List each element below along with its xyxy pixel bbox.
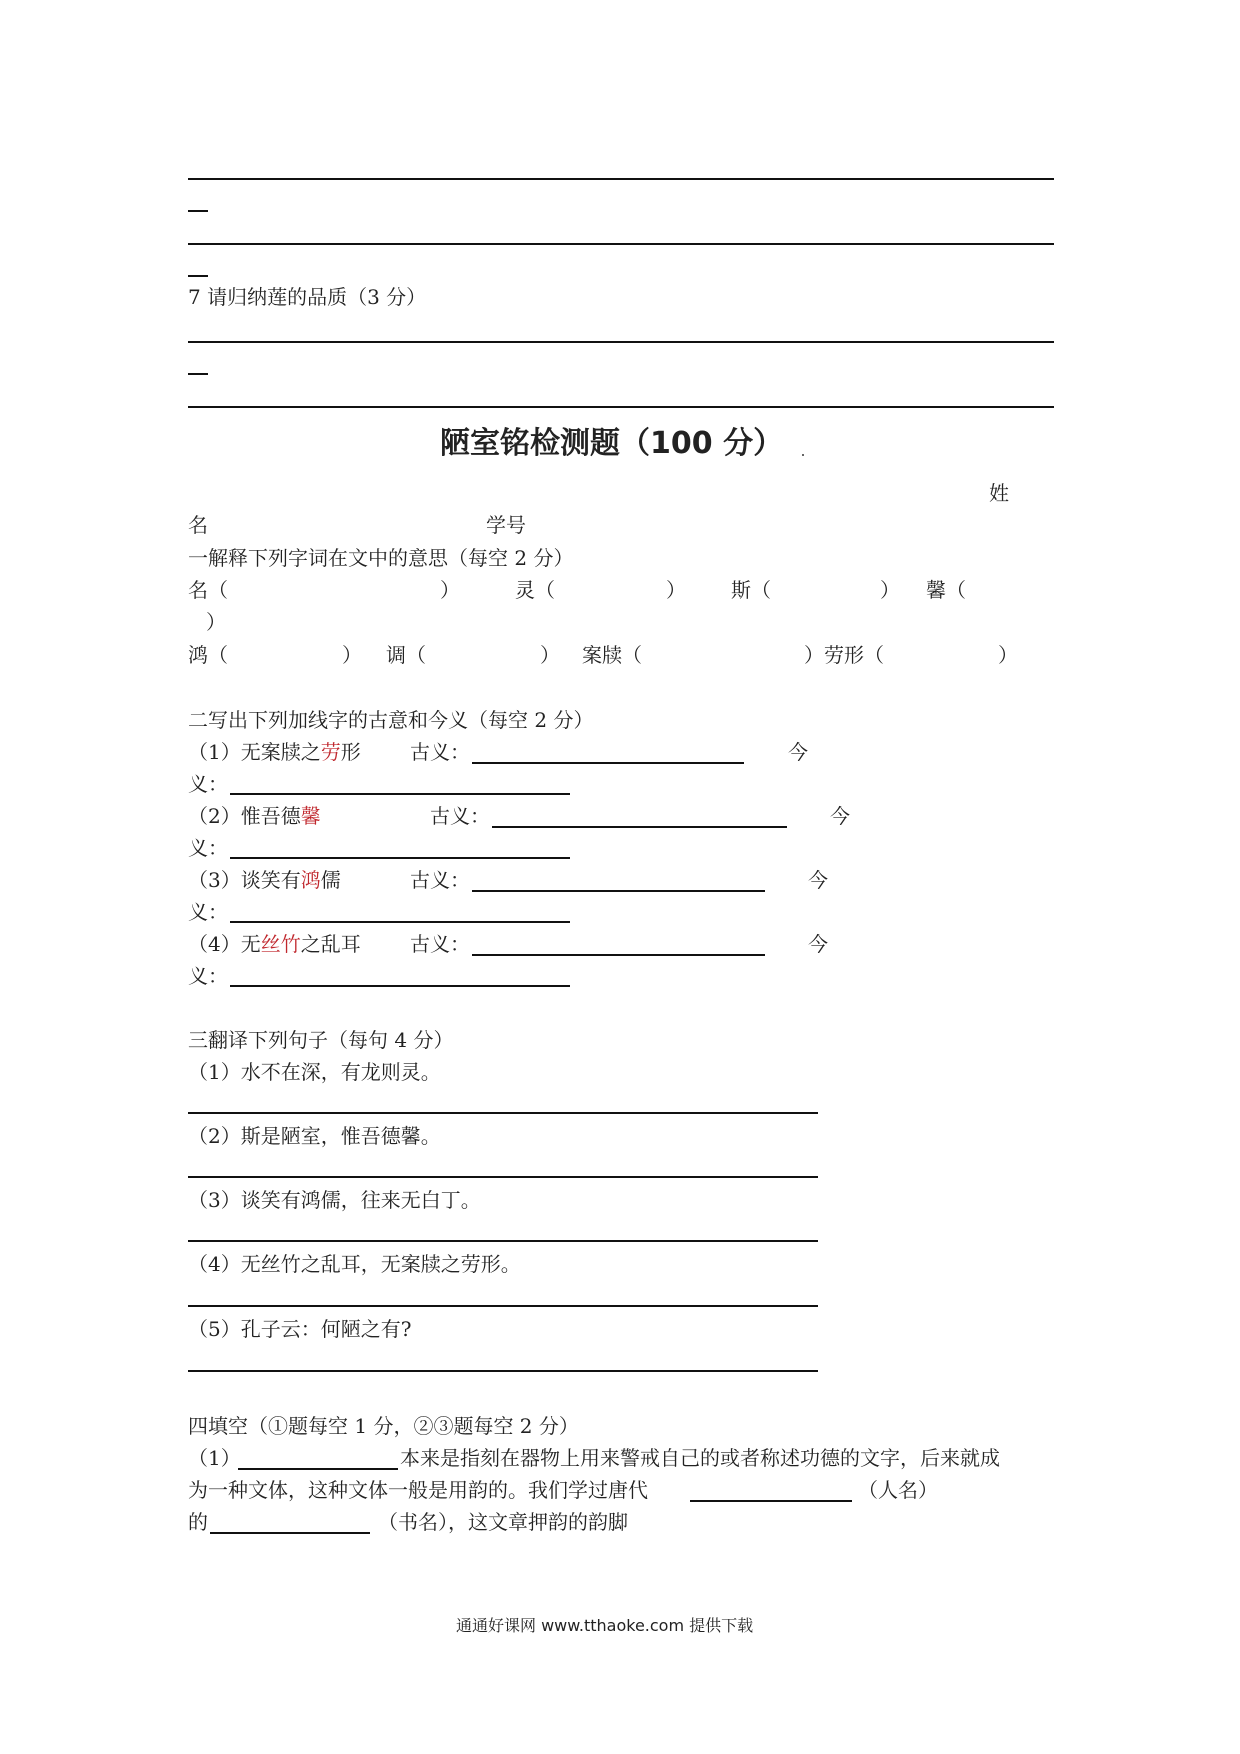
s1-row2-item: 鸿（ xyxy=(188,643,228,667)
s2-item-suffix: 形 xyxy=(340,740,361,764)
s2-item-highlight: 丝竹 xyxy=(260,932,301,956)
s1-row1-item: ） xyxy=(880,578,900,602)
modern-label: 义： xyxy=(188,900,228,924)
s1-row1-item: 名（ xyxy=(188,578,228,602)
translate-sentence: （4）无丝竹之乱耳，无案牍之劳形。 xyxy=(188,1252,521,1276)
modern-blank[interactable] xyxy=(230,793,570,795)
s1-row1-item: ） xyxy=(666,578,686,602)
s2-item-suffix: 儒 xyxy=(320,868,341,892)
modern-blank[interactable] xyxy=(230,857,570,859)
modern-label: 义： xyxy=(188,772,228,796)
s1-row2-item: 调（ xyxy=(386,643,426,667)
fill-line3-suffix: （书名），这文章押韵的韵脚 xyxy=(378,1510,628,1534)
s1-row2-item: ）劳形（ xyxy=(804,643,884,667)
fill-line1-suffix: 本来是指刻在器物上用来警戒自己的或者称述功德的文字，后来就成 xyxy=(400,1446,1000,1470)
ancient-label: 古义： xyxy=(410,932,470,956)
s2-item xyxy=(188,870,341,890)
section1-header: 一解释下列字词在文中的意思（每空 2 分） xyxy=(188,546,574,570)
s1-row2-item: 案牍（ xyxy=(582,643,642,667)
section3-header: 三翻译下列句子（每句 4 分） xyxy=(188,1028,454,1052)
modern-label: 义： xyxy=(188,964,228,988)
translate-answer-line[interactable] xyxy=(188,1112,818,1114)
translate-sentence: （5）孔子云：何陋之有? xyxy=(188,1317,412,1341)
page-title: 陋室铭检测题（100 分） xyxy=(440,426,784,461)
s2-item-highlight: 鸿 xyxy=(300,868,321,892)
modern-label: 今 xyxy=(788,740,808,764)
translate-answer-line[interactable] xyxy=(188,1176,818,1178)
ancient-label: 古义： xyxy=(410,868,470,892)
s1-row2-item: ） xyxy=(342,643,362,667)
ancient-blank[interactable] xyxy=(472,954,765,956)
s1-row1-item: 馨（ xyxy=(926,578,966,602)
section2-header: 二写出下列加线字的古意和今义（每空 2 分） xyxy=(188,708,594,732)
modern-blank[interactable] xyxy=(230,921,570,923)
fill-line1-prefix: （1） xyxy=(188,1446,241,1470)
s1-row2-item: ） xyxy=(998,643,1018,667)
s2-item-suffix: 之乱耳 xyxy=(300,932,361,956)
s1-row1-wrap: ） xyxy=(206,610,226,634)
section4-header: 四填空（①题每空 1 分，②③题每空 2 分） xyxy=(188,1414,579,1438)
page-footer: 通通好课网 www.tthaoke.com 提供下载 xyxy=(456,1616,754,1635)
s1-row1-item: 灵（ xyxy=(515,578,555,602)
s2-item xyxy=(188,742,361,762)
name-label-part2: 名 xyxy=(188,513,208,537)
ancient-blank[interactable] xyxy=(472,890,765,892)
s2-item-highlight: 馨 xyxy=(300,804,321,828)
s2-item xyxy=(188,806,321,826)
s1-row2-item: ） xyxy=(540,643,560,667)
answer-line-dash xyxy=(188,275,208,277)
modern-label: 义： xyxy=(188,836,228,860)
fill-blank[interactable] xyxy=(238,1468,398,1470)
s2-item-prefix: （1）无案牍之 xyxy=(188,740,321,764)
translate-answer-line[interactable] xyxy=(188,1305,818,1307)
question-7-label: 7 请归纳莲的品质（3 分） xyxy=(188,285,427,309)
s1-row1-item: 斯（ xyxy=(731,578,771,602)
modern-label: 今 xyxy=(808,868,828,892)
fill-line2-prefix: 为一种文体，这种文体一般是用韵的。我们学过唐代 xyxy=(188,1478,648,1502)
answer-line xyxy=(188,341,1054,343)
fill-blank[interactable] xyxy=(210,1532,370,1534)
translate-sentence: （3）谈笑有鸿儒，往来无白丁。 xyxy=(188,1188,481,1212)
answer-line-dash xyxy=(188,210,208,212)
translate-answer-line[interactable] xyxy=(188,1240,818,1242)
translate-sentence: （1）水不在深，有龙则灵。 xyxy=(188,1060,441,1084)
modern-label: 今 xyxy=(830,804,850,828)
s1-row1-item: ） xyxy=(440,578,460,602)
s2-item xyxy=(188,934,361,954)
answer-line xyxy=(188,178,1054,180)
translate-answer-line[interactable] xyxy=(188,1370,818,1372)
student-id-label: 学号 xyxy=(486,513,526,537)
ancient-blank[interactable] xyxy=(472,762,744,764)
s2-item-prefix: （4）无 xyxy=(188,932,261,956)
ancient-label: 古义： xyxy=(410,740,470,764)
answer-line xyxy=(188,243,1054,245)
s2-item-highlight: 劳 xyxy=(320,740,341,764)
answer-line-dash xyxy=(188,373,208,375)
fill-line2-suffix: （人名） xyxy=(858,1478,938,1502)
s2-item-prefix: （3）谈笑有 xyxy=(188,868,301,892)
ancient-label: 古义： xyxy=(430,804,490,828)
ancient-blank[interactable] xyxy=(492,826,787,828)
modern-blank[interactable] xyxy=(230,985,570,987)
answer-line xyxy=(188,406,1054,408)
stray-dot xyxy=(802,454,804,456)
fill-line3-prefix: 的 xyxy=(188,1510,208,1534)
fill-blank[interactable] xyxy=(690,1500,852,1502)
s2-item-prefix: （2）惟吾德 xyxy=(188,804,301,828)
name-label-part1: 姓 xyxy=(989,481,1009,505)
modern-label: 今 xyxy=(808,932,828,956)
translate-sentence: （2）斯是陋室，惟吾德馨。 xyxy=(188,1124,441,1148)
